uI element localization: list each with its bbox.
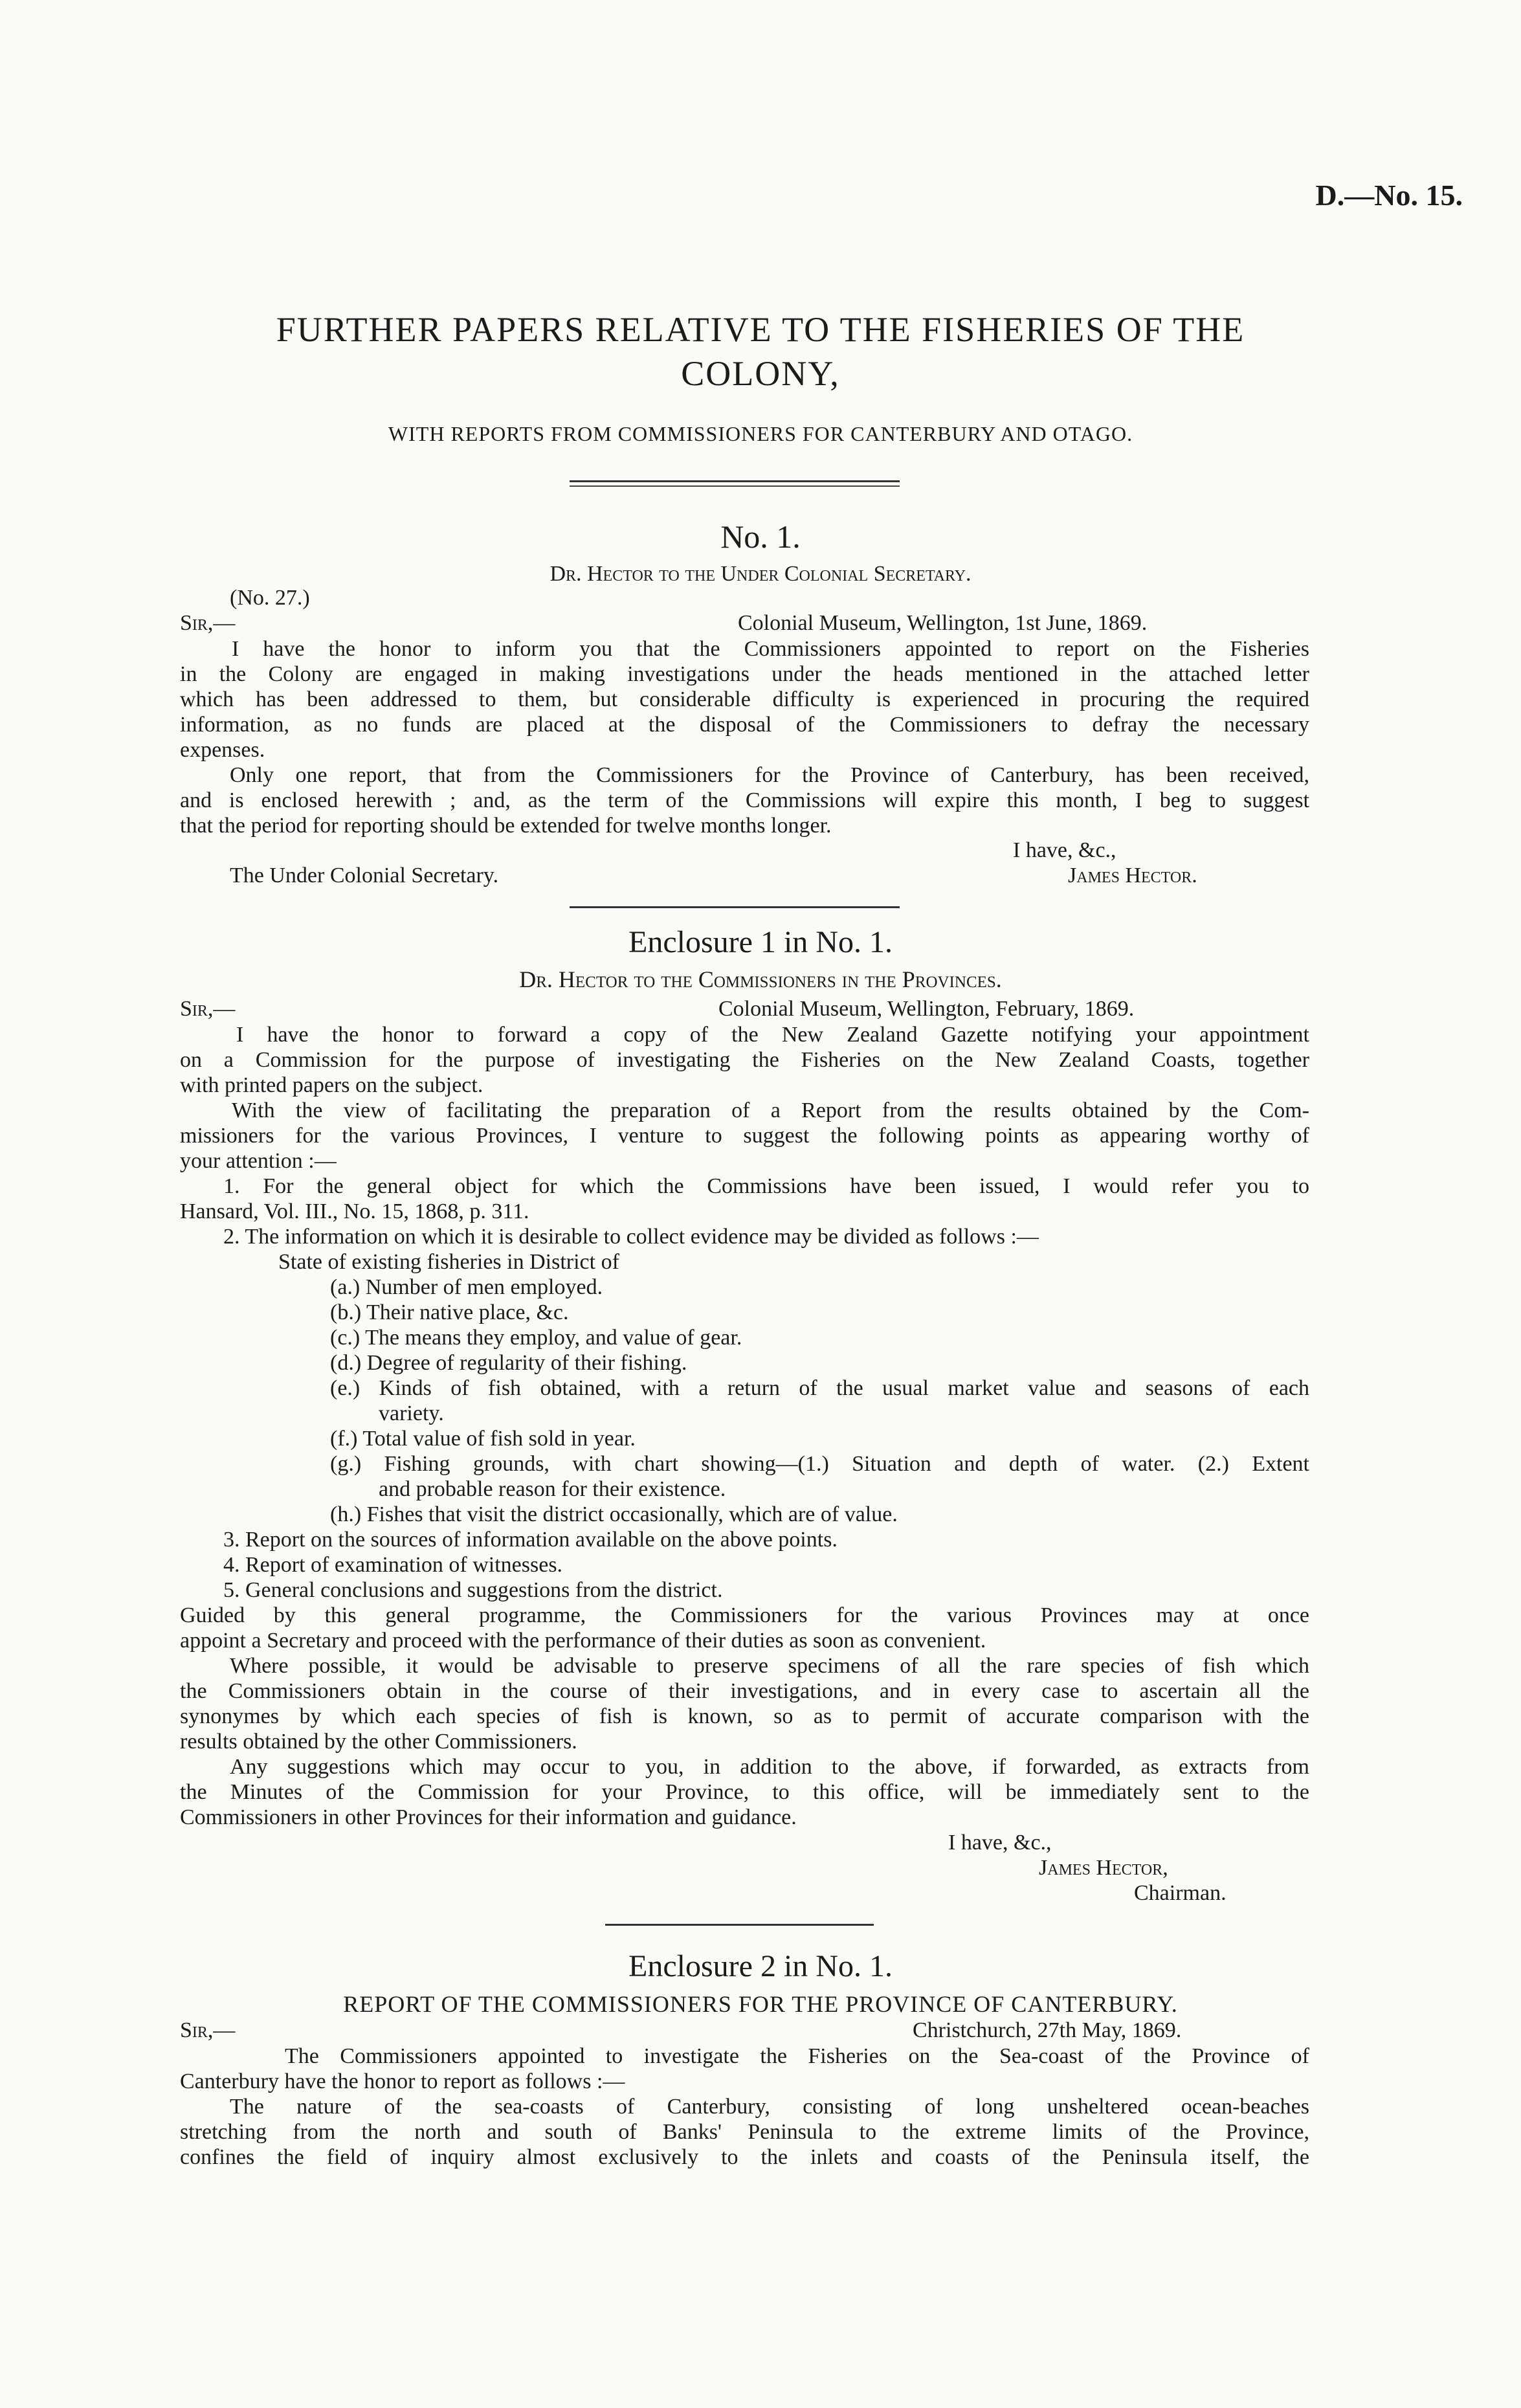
signatory-title: Chairman. (1134, 1881, 1227, 1905)
list-item: (g.) Fishing grounds, with chart showing—(1.) Situation and depth of water. (2.) Extent (330, 1452, 1309, 1476)
paragraph-line: State of existing fisheries in District of (278, 1250, 619, 1274)
paragraph-line: and is enclosed herewith ; and, as the term of the Commissions will expire this month, I beg to suggest (180, 788, 1309, 812)
salutation: Sir,— (180, 997, 236, 1021)
paragraph-line: synonymes by which each species of fish is known, so as to permit of accurate comparison with the (180, 1704, 1309, 1728)
closing: I have, &c., (1013, 838, 1116, 862)
paragraph-line: which has been addressed to them, but considerable difficulty is experienced in procuring the required (180, 687, 1309, 711)
document-subtitle: WITH REPORTS FROM COMMISSIONERS FOR CANTERBURY AND OTAGO. (388, 422, 1133, 445)
list-item: variety. (379, 1401, 444, 1425)
divider (570, 906, 900, 908)
paragraph-line: the Commissioners obtain in the course of their investigations, and in every case to ascertain all the (180, 1679, 1309, 1703)
signature: James Hector. (1068, 864, 1197, 887)
paragraph-line: Any suggestions which may occur to you, in addition to the above, if forwarded, as extracts from (230, 1755, 1309, 1779)
document-reference: D.—No. 15. (1315, 179, 1463, 212)
paragraph-line: results obtained by the other Commissioners. (180, 1730, 577, 1754)
paragraph-line: confines the field of inquiry almost exclusively to the inlets and coasts of the Peninsula itself, the (180, 2145, 1309, 2169)
place-date: Colonial Museum, Wellington, February, 1869. (718, 997, 1135, 1021)
report-title: REPORT OF THE COMMISSIONERS FOR THE PROVINCE OF CANTERBURY. (343, 1991, 1178, 2017)
paragraph-line: with printed papers on the subject. (180, 1073, 483, 1097)
letter-heading: No. 1. (720, 518, 801, 555)
salutation: Sir,— (180, 611, 236, 635)
signature: James Hector, (1039, 1856, 1168, 1880)
letter-from-to: Dr. Hector to the Under Colonial Secretary. (550, 562, 971, 586)
paragraph-line: 5. General conclusions and suggestions from the district. (223, 1578, 723, 1602)
divider (570, 480, 900, 482)
letter-number: (No. 27.) (230, 586, 310, 610)
paragraph-line: Where possible, it would be advisable to preserve specimens of all the rare species of fish which (230, 1654, 1309, 1678)
document-title-line2: COLONY, (681, 354, 840, 393)
list-item: and probable reason for their existence. (379, 1477, 726, 1501)
paragraph-line: I have the honor to inform you that the Commissioners appointed to report on the Fisheries (232, 637, 1309, 661)
paragraph-line: Commissioners in other Provinces for their information and guidance. (180, 1805, 797, 1829)
list-item: (d.) Degree of regularity of their fishing. (330, 1351, 687, 1375)
list-item: (e.) Kinds of fish obtained, with a return of the usual market value and seasons of each (330, 1376, 1309, 1400)
addressee: The Under Colonial Secretary. (230, 864, 499, 887)
enclosure1-from-to: Dr. Hector to the Commissioners in the Provinces. (519, 966, 1002, 992)
paragraph-line: in the Colony are engaged in making investigations under the heads mentioned in the attached letter (180, 662, 1309, 686)
list-item: (c.) The means they employ, and value of gear. (330, 1326, 742, 1350)
enclosure1-heading: Enclosure 1 in No. 1. (628, 925, 893, 959)
document-title-line1: FURTHER PAPERS RELATIVE TO THE FISHERIES OF THE (276, 310, 1245, 349)
paragraph-line: The nature of the sea-coasts of Canterbury, consisting of long unsheltered ocean-beaches (230, 2095, 1309, 2119)
paragraph-line: 4. Report of examination of witnesses. (223, 1553, 563, 1577)
list-item: (a.) Number of men employed. (330, 1275, 603, 1299)
list-item: (h.) Fishes that visit the district occasionally, which are of value. (330, 1502, 898, 1526)
paragraph-line: your attention :— (180, 1149, 337, 1173)
paragraph-line: Guided by this general programme, the Commissioners for the various Provinces may at once (180, 1603, 1309, 1627)
salutation: Sir,— (180, 2018, 236, 2042)
place-date: Christchurch, 27th May, 1869. (913, 2018, 1182, 2042)
list-item: (b.) Their native place, &c. (330, 1300, 569, 1324)
paragraph-line: information, as no funds are placed at the disposal of the Commissioners to defray the necessary (180, 713, 1309, 737)
paragraph-line: 2. The information on which it is desirable to collect evidence may be divided as follows :— (223, 1225, 1039, 1249)
paragraph-line: missioners for the various Provinces, I venture to suggest the following points as appearing worthy of (180, 1124, 1309, 1148)
divider (605, 1924, 874, 1926)
enclosure2-heading: Enclosure 2 in No. 1. (628, 1949, 893, 1983)
paragraph-line: I have the honor to forward a copy of the New Zealand Gazette notifying your appointment (236, 1023, 1309, 1047)
paragraph-line: on a Commission for the purpose of investigating the Fisheries on the New Zealand Coasts, together (180, 1048, 1309, 1072)
paragraph-line: Canterbury have the honor to report as follows :— (180, 2069, 625, 2093)
closing: I have, &c., (948, 1831, 1052, 1855)
paragraph-line: Only one report, that from the Commissioners for the Province of Canterbury, has been received, (230, 763, 1309, 787)
paragraph-line: The Commissioners appointed to investigate the Fisheries on the Sea-coast of the Province of (285, 2044, 1309, 2068)
paragraph-line: 3. Report on the sources of information available on the above points. (223, 1528, 838, 1552)
paragraph-line: that the period for reporting should be extended for twelve months longer. (180, 814, 832, 838)
paragraph-line: With the view of facilitating the preparation of a Report from the results obtained by the Com- (232, 1098, 1309, 1122)
paragraph-line: appoint a Secretary and proceed with the performance of their duties as soon as convenient. (180, 1629, 986, 1653)
paragraph-line: Hansard, Vol. III., No. 15, 1868, p. 311. (180, 1199, 529, 1223)
paragraph-line: expenses. (180, 738, 265, 762)
paragraph-line: the Minutes of the Commission for your Province, to this office, will be immediately sent to the (180, 1780, 1309, 1804)
place-date: Colonial Museum, Wellington, 1st June, 1869. (738, 611, 1148, 635)
paragraph-line: 1. For the general object for which the Commissions have been issued, I would refer you to (223, 1174, 1309, 1198)
divider (570, 485, 900, 487)
list-item: (f.) Total value of fish sold in year. (330, 1427, 636, 1451)
paragraph-line: stretching from the north and south of Banks' Peninsula to the extreme limits of the Province, (180, 2120, 1309, 2144)
